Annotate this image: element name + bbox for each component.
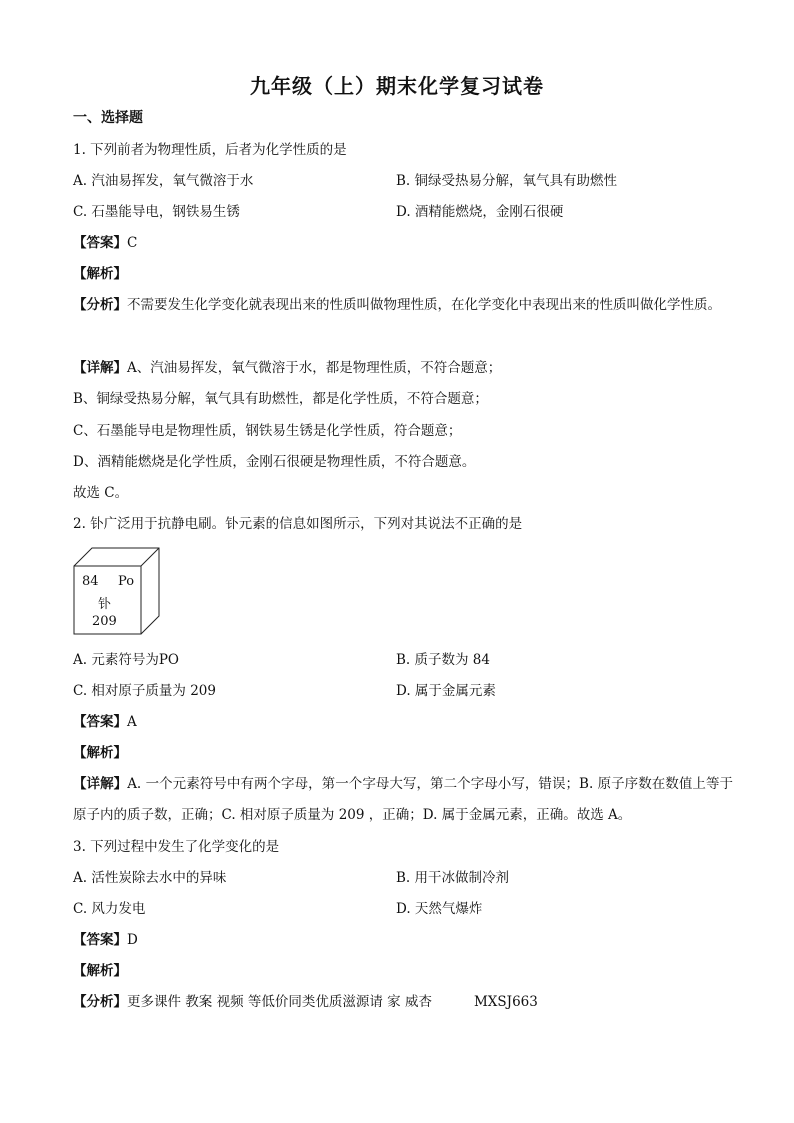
fenxi-text: 不需要发生化学变化就表现出来的性质叫做物理性质，在化学变化中表现出来的性质叫做化学性质。	[127, 297, 721, 313]
q3-answer	[73, 930, 138, 950]
answer-value: D	[127, 932, 138, 948]
xiangjie-label: 【详解】	[73, 776, 128, 792]
q2-answer	[73, 712, 137, 732]
q1-stem: 1. 下列前者为物理性质，后者为化学性质的是	[73, 142, 347, 158]
fenxi-text: 更多课件 教案 视频 等低价同类优质滋源请 家 威杏	[127, 994, 432, 1010]
q2-option-d: D. 属于金属元素	[396, 683, 496, 699]
q2-stem: 2. 钋广泛用于抗静电刷。钋元素的信息如图所示，下列对其说法不正确的是	[73, 516, 523, 532]
q1-detail-c: C、石墨能导电是物理性质，钢铁易生锈是化学性质，符合题意；	[73, 423, 462, 439]
q1-option-c: C. 石墨能导电，钢铁易生锈	[73, 204, 240, 220]
answer-value: C	[127, 235, 138, 251]
detail-text: A. 一个元素符号中有两个字母，第一个字母大写，第二个字母小写，错误；B. 原子序数在数值上等于原子内的质子数，正确；C. 相对原子质量为 209 ，正确；D. 属于金属元素，正确。故选 A。	[73, 776, 733, 823]
q1-detail-d: D、酒精能燃烧是化学性质，金刚石很硬是物理性质，不符合题意。	[73, 454, 476, 470]
element-cube-figure	[73, 547, 161, 635]
answer-label: 【答案】	[73, 714, 127, 730]
cube-outline	[73, 547, 161, 635]
watermark-code: MXSJ663	[473, 994, 538, 1010]
q1-detail-a	[73, 358, 501, 378]
q1-option-a: A. 汽油易挥发，氧气微溶于水	[73, 173, 254, 189]
element-symbol: Po	[118, 574, 135, 589]
element-name: 钋	[98, 597, 112, 612]
q3-option-d: D. 天然气爆炸	[396, 901, 483, 917]
q1-option-d: D. 酒精能燃烧，金刚石很硬	[396, 204, 564, 220]
q1-answer	[73, 233, 137, 253]
q1-conclusion: 故选 C。	[73, 485, 129, 501]
q1-detail-b: B、铜绿受热易分解，氧气具有助燃性，都是化学性质，不符合题意；	[73, 391, 488, 407]
answer-label: 【答案】	[73, 235, 127, 251]
atomic-mass: 209	[92, 614, 117, 629]
q2-detail	[73, 769, 733, 831]
fenxi-label: 【分析】	[73, 297, 127, 313]
q2-option-b: B. 质子数为 84	[396, 652, 490, 668]
xiangjie-label: 【详解】	[73, 360, 127, 376]
q2-option-c: C. 相对原子质量为 209	[73, 683, 216, 699]
analysis-label: 【解析】	[73, 963, 127, 979]
answer-value: A	[127, 714, 137, 730]
q1-fenxi	[73, 290, 733, 321]
page-title: 九年级（上）期末化学复习试卷	[250, 74, 544, 98]
fenxi-label: 【分析】	[73, 994, 127, 1010]
q3-option-b: B. 用干冰做制冷剂	[396, 870, 510, 886]
q3-stem: 3. 下列过程中发生了化学变化的是	[73, 839, 280, 855]
q2-option-a: A. 元素符号为PO	[73, 652, 179, 668]
atomic-number: 84	[82, 574, 99, 589]
q3-fenxi	[73, 992, 538, 1012]
answer-label: 【答案】	[73, 932, 127, 948]
q3-option-a: A. 活性炭除去水中的异味	[73, 870, 227, 886]
analysis-label: 【解析】	[73, 745, 127, 761]
q1-option-b: B. 铜绿受热易分解，氧气具有助燃性	[396, 173, 618, 189]
q3-option-c: C. 风力发电	[73, 901, 146, 917]
analysis-label: 【解析】	[73, 266, 127, 282]
detail-text: A、汽油易挥发，氧气微溶于水，都是物理性质，不符合题意；	[127, 360, 502, 376]
section-heading: 一、选择题	[73, 110, 143, 126]
